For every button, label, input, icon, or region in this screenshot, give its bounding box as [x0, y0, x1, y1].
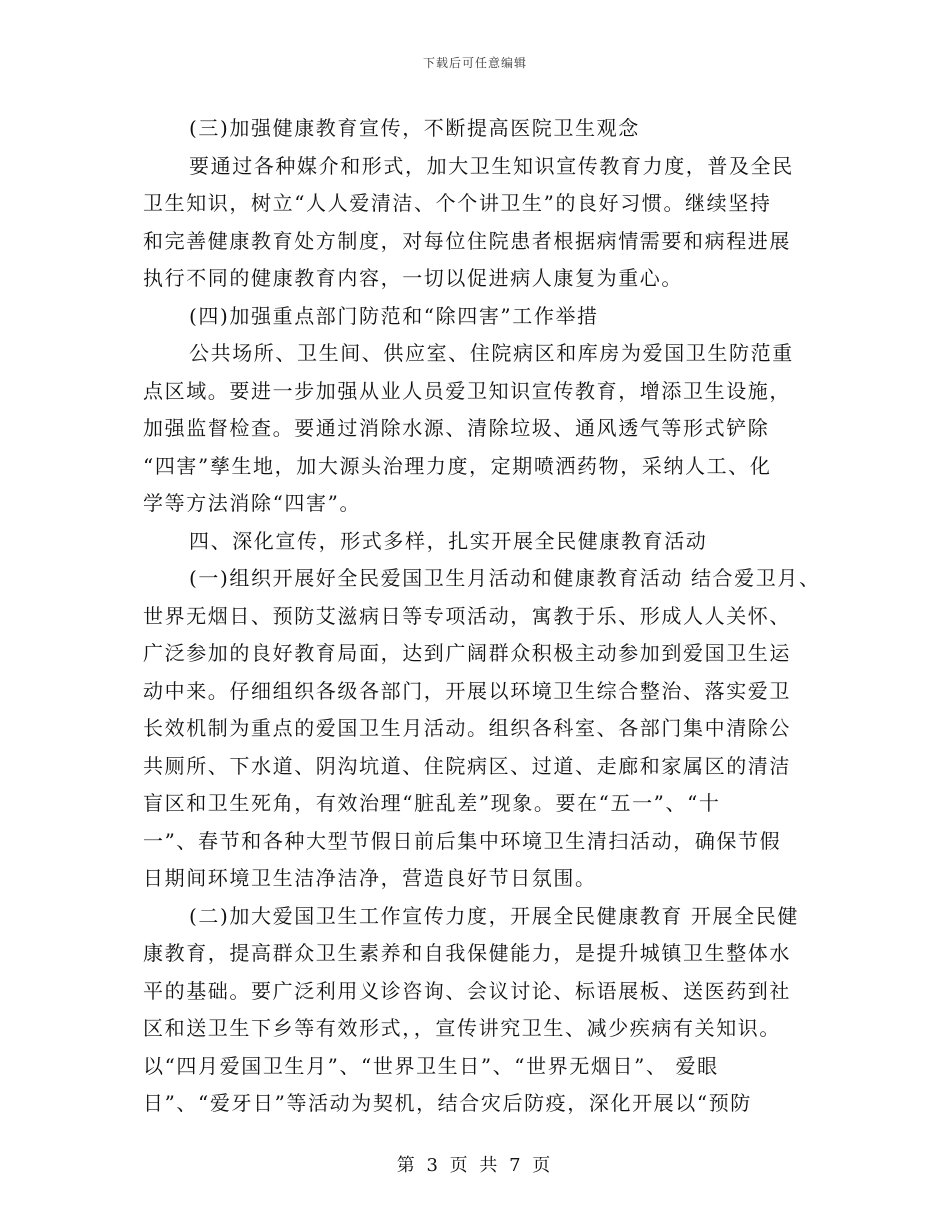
- paragraph-line: 执行不同的健康教育内容，一切以促进病人康复为重心。: [143, 266, 683, 290]
- section-heading: (四)加强重点部门防范和“除四害”工作举措: [189, 303, 599, 328]
- paragraph-line: 一”、春节和各种大型节假日前后集中环境卫生清扫活动，确保节假: [143, 828, 782, 853]
- paragraph-line: 日”、“爱牙日”等活动为契机，结合灾后防疫，深化开展以“预防: [143, 1091, 752, 1115]
- paragraph-line: 盲区和卫生死角，有效治理“脏乱差”现象。要在“五一”、“十: [143, 791, 721, 815]
- paragraph-line: 公共场所、卫生间、供应室、住院病区和库房为爱国卫生防范重: [189, 341, 794, 365]
- paragraph-line: 平的基础。要广泛利用义诊咨询、会议讨论、标语展板、送医药到社: [143, 978, 791, 1003]
- document-body: [143, 110, 823, 1123]
- paragraph-line: 共厕所、下水道、阴沟坑道、住院病区、过道、走廊和家属区的清洁: [143, 753, 791, 778]
- paragraph-line: 日期间环境卫生洁净洁净，营造良好节日氛围。: [143, 866, 597, 890]
- paragraph-line: 点区域。要进一步加强从业人员爱卫知识宣传教育，增添卫生设施，: [143, 378, 791, 403]
- paragraph-line: (一)组织开展好全民爱国卫生月活动和健康教育活动 结合爱卫月、: [189, 566, 821, 590]
- paragraph-line: “四害”孳生地，加大源头治理力度，定期喷洒药物，采纳人工、化: [143, 453, 772, 478]
- paragraph-line: 区和送卫生下乡等有效形式，，宣传讲究卫生、减少疾病有关知识。: [143, 1016, 781, 1040]
- paragraph-line: 卫生知识，树立“人人爱清洁、个个讲卫生”的良好习惯。继续坚持: [143, 191, 772, 215]
- paragraph-line: (二)加大爱国卫生工作宣传力度，开展全民健康教育 开展全民健: [189, 903, 799, 928]
- section-heading: (三)加强健康教育宣传，不断提高医院卫生观念: [189, 116, 640, 140]
- paragraph-line: 世界无烟日、预防艾滋病日等专项活动，寓教于乐、形成人人关怀、: [143, 603, 791, 628]
- paragraph-line: 学等方法消除“四害”。: [143, 491, 362, 515]
- paragraph-line: 要通过各种媒介和形式，加大卫生知识宣传教育力度，普及全民: [189, 153, 794, 178]
- section-heading: 四、深化宣传，形式多样，扎实开展全民健康教育活动: [189, 528, 708, 553]
- page-header: 下载后可任意编辑: [422, 56, 527, 70]
- paragraph-line: 长效机制为重点的爱国卫生月活动。组织各科室、各部门集中清除公: [143, 716, 791, 740]
- paragraph-line: 和完善健康教育处方制度，对每位住院患者根据病情需要和病程进展: [143, 228, 791, 253]
- paragraph-line: 动中来。仔细组织各级各部门，开展以环境卫生综合整治、落实爱卫: [143, 678, 791, 703]
- paragraph-line: 康教育，提高群众卫生素养和自我保健能力，是提升城镇卫生整体水: [143, 941, 791, 965]
- paragraph-line: 广泛参加的良好教育局面，达到广阔群众积极主动参加到爱国卫生运: [143, 641, 791, 665]
- page-footer: 第 3 页 共 7 页: [396, 1155, 554, 1176]
- paragraph-line: 加强监督检查。要通过消除水源、清除垃圾、通风透气等形式铲除: [143, 416, 770, 440]
- paragraph-line: 以“四月爱国卫生月”、“世界卫生日”、“世界无烟日”、 爱眼: [143, 1053, 719, 1078]
